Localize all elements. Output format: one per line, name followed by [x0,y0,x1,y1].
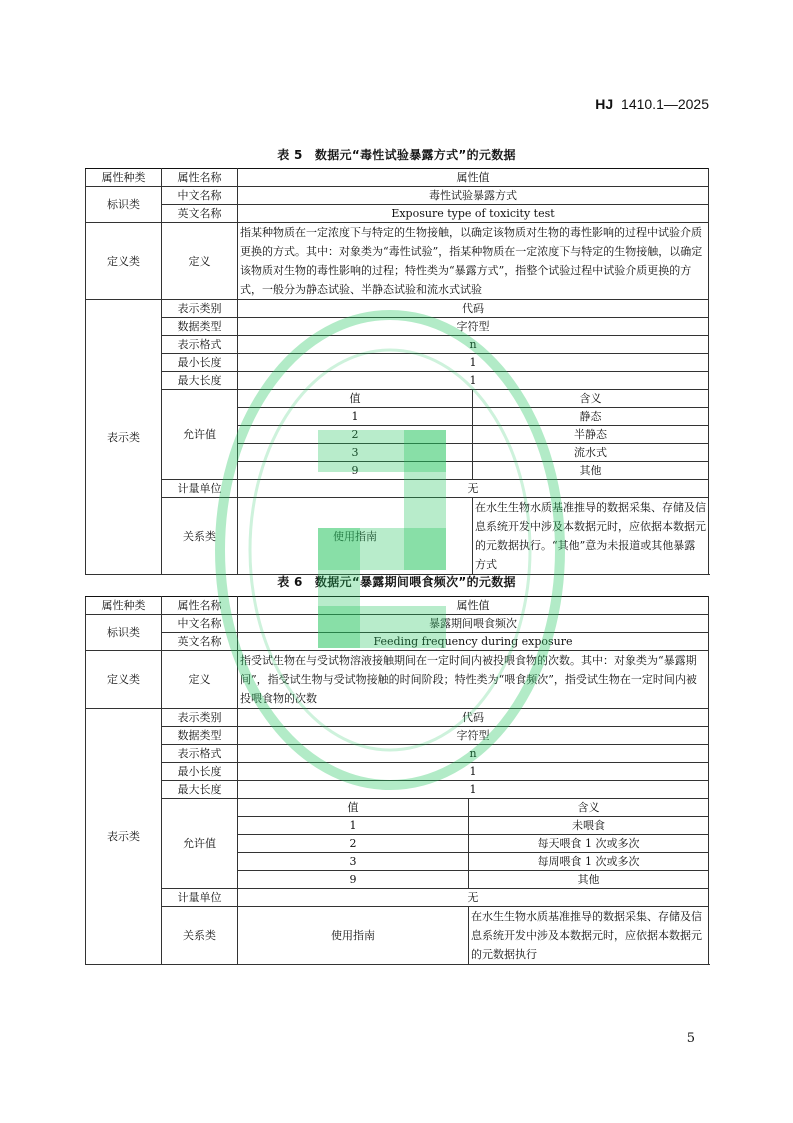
allowed-meaning: 每天喂食 1 次或多次 [469,835,709,853]
allowed-meaning: 流水式 [473,444,709,462]
guide-text: 在水生生物水质基准推导的数据采集、存储及信息系统开发中涉及本数据元时，应依据本数据元的元数据执行。“其他”意为未报道或其他暴露方式 [473,498,709,575]
attr-name-cell: 允许值 [162,390,238,480]
attr-value-cell: 1 [238,763,709,781]
allowed-code: 2 [238,426,473,444]
attr-value-cell: 代码 [238,300,709,318]
allowed-header-cell: 含义 [469,799,709,817]
table-row [86,889,709,907]
attr-value-cell: 代码 [238,709,709,727]
definition-text: 指受试生物在与受试物溶液接触期间在一定时间内被投喂食物的次数。其中：对象类为“暴露期间”，指受试生物与受试物接触的时间阶段；特性类为“喂食频次”，指受试生物在一定时间内被投喂食物的次数 [238,651,709,709]
category-cell: 定义类 [86,223,162,300]
table-row [86,372,709,390]
attr-value-cell: 1 [238,781,709,799]
category-cell: 标识类 [86,615,162,651]
attr-name-cell: 表示格式 [162,336,238,354]
table-row [86,318,709,336]
standard-number: 1410.1—2025 [621,96,709,112]
attr-name-cell: 允许值 [162,799,238,889]
attr-value-cell: Feeding frequency during exposure [238,633,709,651]
standard-code: HJ [595,96,614,112]
allowed-meaning: 每周喂食 1 次或多次 [469,853,709,871]
attr-name-cell: 定义 [162,223,238,300]
allowed-code: 3 [238,853,469,871]
header-cell: 属性值 [238,597,709,615]
definition-text: 指某种物质在一定浓度下与特定的生物接触，以确定该物质对生物的毒性影响的过程中试验介质更换的方式。其中：对象类为“毒性试验”，指某种物质在一定浓度下与特定的生物接触，以确定该物质对生物的毒性影响的过程；特性类为“暴露方式”，指整个试验过程中试验介质更换的方式，一般分为静态试验、半静态试验和流水式试验 [238,223,709,300]
attr-value-cell: 毒性试验暴露方式 [238,187,709,205]
table-row [86,799,709,817]
attr-value-cell: 字符型 [238,727,709,745]
table-row [86,480,709,498]
table-row [86,633,709,651]
header-cell: 属性名称 [162,169,238,187]
table-row [86,300,709,318]
attr-name-cell: 使用指南 [238,498,473,575]
table-row [86,205,709,223]
table-row [86,745,709,763]
attr-name-cell: 中文名称 [162,615,238,633]
attr-name-cell: 使用指南 [238,907,469,965]
table5 [85,168,709,575]
table-row [86,223,709,300]
table-row [86,907,709,965]
table-header-row [86,597,709,615]
table-row [86,709,709,727]
category-cell: 定义类 [86,651,162,709]
category-cell: 关系类 [162,907,238,965]
table-row [86,763,709,781]
attr-name-cell: 最大长度 [162,372,238,390]
table6-caption: 表 6 数据元“暴露期间喂食频次”的元数据 [277,575,516,589]
attr-value-cell: 字符型 [238,318,709,336]
attr-name-cell: 计量单位 [162,889,238,907]
attr-name-cell: 最小长度 [162,354,238,372]
attr-value-cell: 1 [238,372,709,390]
attr-name-cell: 计量单位 [162,480,238,498]
table-row [86,498,709,575]
allowed-code: 1 [238,408,473,426]
attr-name-cell: 表示类别 [162,709,238,727]
category-cell: 表示类 [86,300,162,575]
attr-value-cell: Exposure type of toxicity test [238,205,709,223]
category-cell: 标识类 [86,187,162,223]
allowed-code: 2 [238,835,469,853]
allowed-code: 9 [238,871,469,889]
allowed-meaning: 静态 [473,408,709,426]
attr-value-cell: 无 [238,480,709,498]
allowed-code: 1 [238,817,469,835]
attr-value-cell: 1 [238,354,709,372]
attr-name-cell: 最小长度 [162,763,238,781]
guide-text: 在水生生物水质基准推导的数据采集、存储及信息系统开发中涉及本数据元时，应依据本数据元的元数据执行 [469,907,709,965]
allowed-header-cell: 含义 [473,390,709,408]
page-number: 5 [686,1031,695,1046]
header-cell: 属性种类 [86,169,162,187]
table-row [86,187,709,205]
allowed-meaning: 半静态 [473,426,709,444]
table-row [86,615,709,633]
attr-value-cell: n [238,336,709,354]
header-cell: 属性名称 [162,597,238,615]
attr-value-cell: 无 [238,889,709,907]
attr-value-cell: n [238,745,709,763]
category-cell: 表示类 [86,709,162,965]
attr-name-cell: 中文名称 [162,187,238,205]
allowed-code: 9 [238,462,473,480]
attr-name-cell: 最大长度 [162,781,238,799]
table-row [86,727,709,745]
attr-name-cell: 数据类型 [162,727,238,745]
attr-name-cell: 英文名称 [162,205,238,223]
table-header-row [86,169,709,187]
header-cell: 属性种类 [86,597,162,615]
allowed-meaning: 其他 [473,462,709,480]
header-cell: 属性值 [238,169,709,187]
table5-caption: 表 5 数据元“毒性试验暴露方式”的元数据 [277,148,516,162]
allowed-header-cell: 值 [238,390,473,408]
table-row [86,354,709,372]
attr-name-cell: 表示格式 [162,745,238,763]
category-cell: 关系类 [162,498,238,575]
allowed-meaning: 其他 [469,871,709,889]
table6 [85,596,709,965]
table-row [86,390,709,408]
attr-name-cell: 定义 [162,651,238,709]
attr-name-cell: 数据类型 [162,318,238,336]
page-header [595,96,709,112]
attr-name-cell: 表示类别 [162,300,238,318]
allowed-code: 3 [238,444,473,462]
allowed-header-cell: 值 [238,799,469,817]
attr-value-cell: 暴露期间喂食频次 [238,615,709,633]
table-row [86,651,709,709]
table-row [86,781,709,799]
attr-name-cell: 英文名称 [162,633,238,651]
table-row [86,336,709,354]
allowed-meaning: 未喂食 [469,817,709,835]
